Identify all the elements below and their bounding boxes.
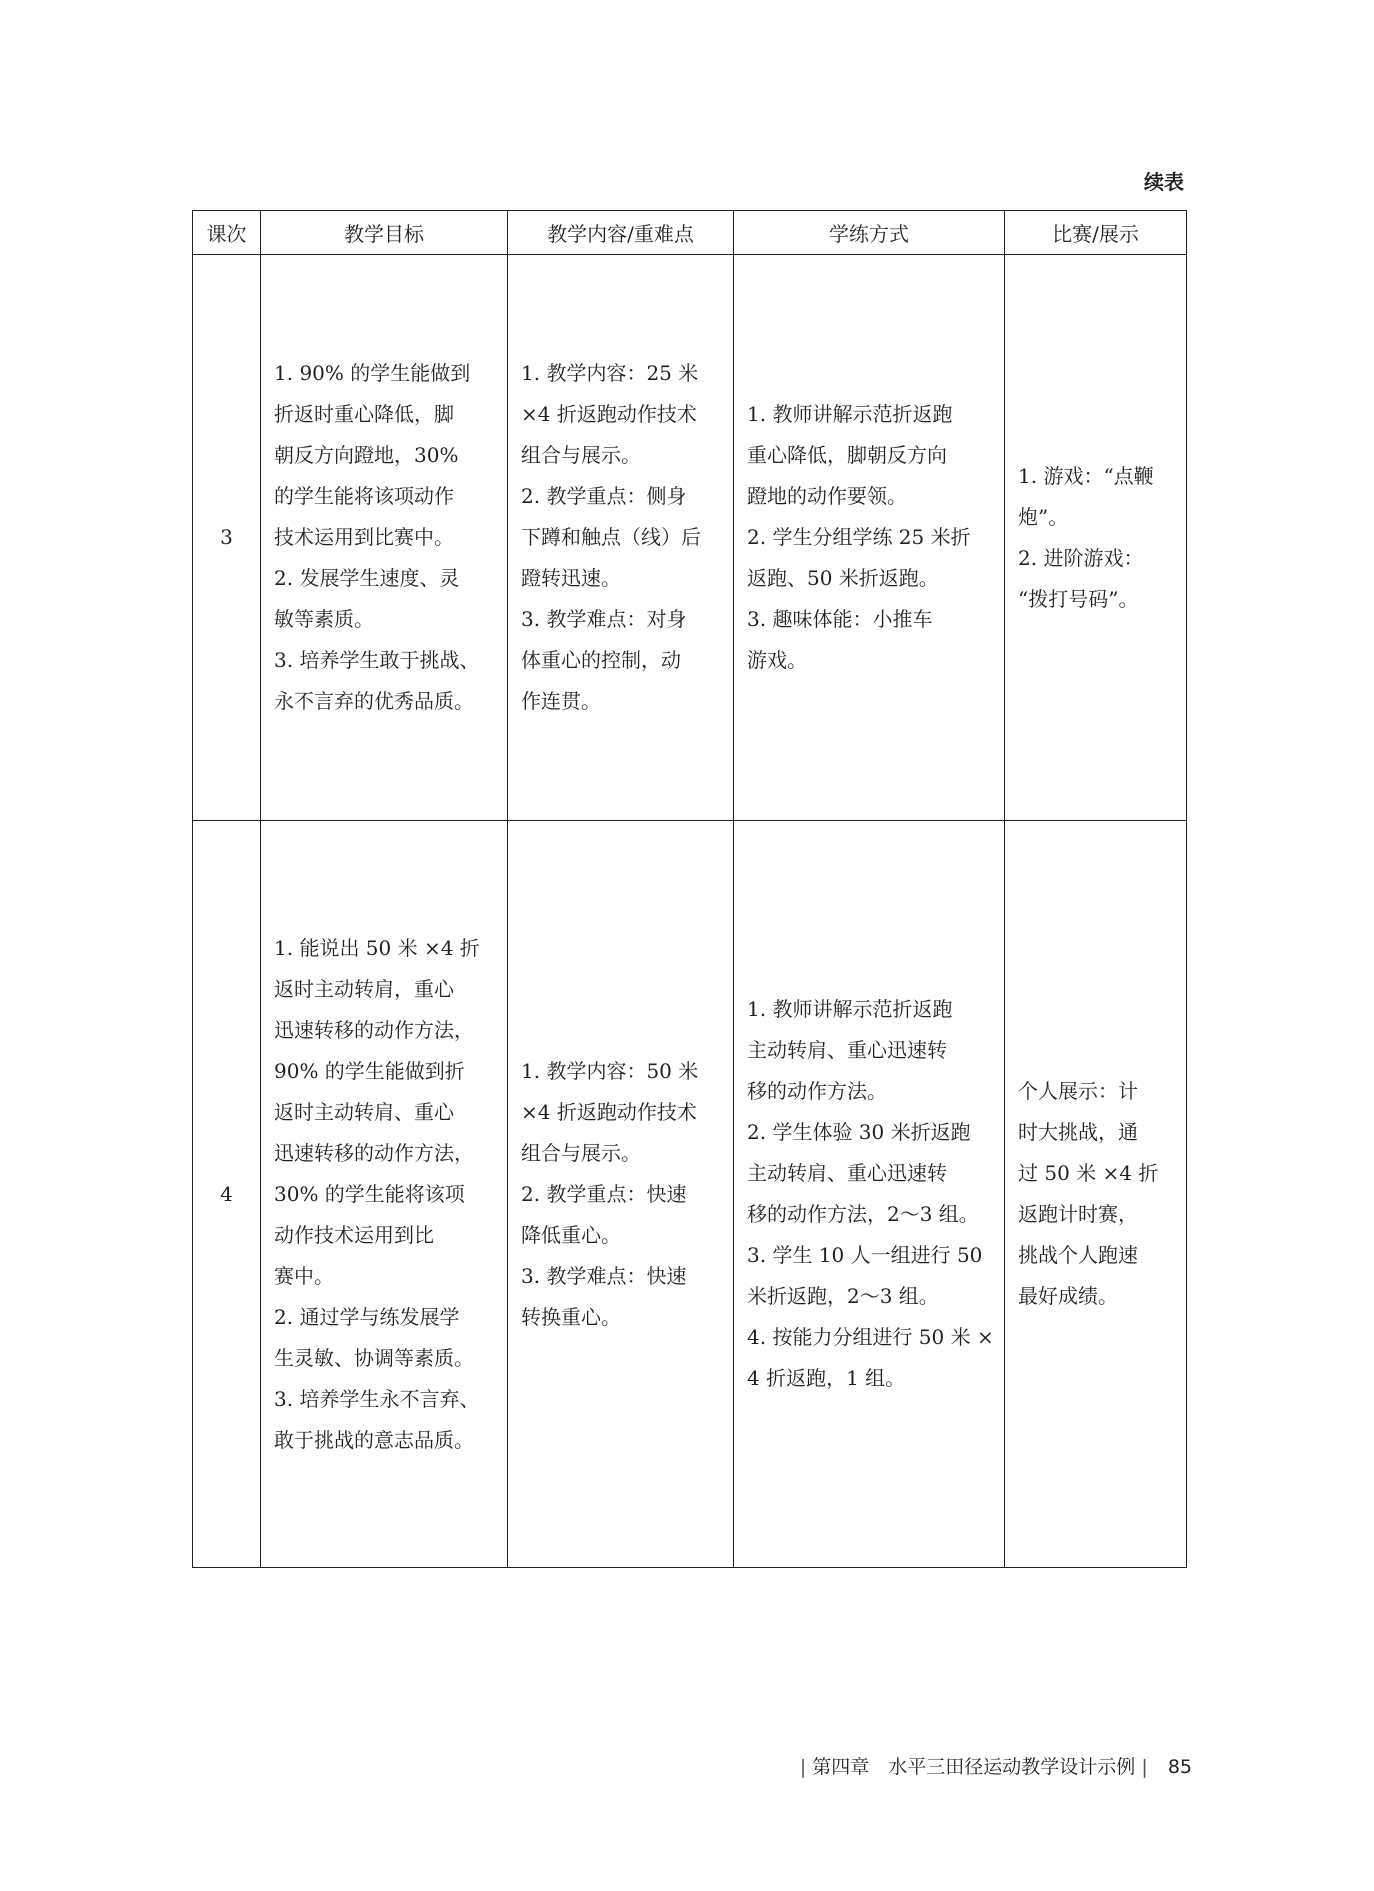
objectives-cell — [261, 255, 508, 821]
continued-table-label: 续表 — [1144, 170, 1184, 194]
header-objectives: 教学目标 — [261, 211, 508, 255]
methods-line: 4. 按能力分组进行 50 米 × — [747, 1325, 994, 1349]
methods-line: 游戏。 — [747, 648, 807, 672]
objectives-line: 迅速转移的动作方法， — [274, 1017, 474, 1042]
content-line: 2. 教学重点：快速 — [521, 1181, 687, 1206]
table-header-row — [193, 211, 1187, 255]
objectives-line: 返时主动转肩，重心 — [274, 976, 454, 1001]
content-cell — [508, 255, 734, 821]
methods-line: 主动转肩、重心迅速转 — [747, 1161, 947, 1185]
content-line: 体重心的控制，动 — [521, 648, 681, 672]
footer-chapter-title: 第四章 水平三田径运动教学设计示例 — [812, 1756, 1136, 1778]
methods-line: 2. 学生体验 30 米折返跑 — [747, 1120, 971, 1144]
competition-cell — [1005, 255, 1187, 821]
methods-line: 蹬地的动作要领。 — [747, 484, 907, 508]
content-line: ×4 折返跑动作技术 — [521, 1099, 697, 1124]
objectives-line: 1. 能说出 50 米 ×4 折 — [274, 935, 480, 960]
objectives-line: 30% 的学生能将该项 — [274, 1181, 465, 1206]
methods-line: 2. 学生分组学练 25 米折 — [747, 525, 971, 549]
header-methods: 学练方式 — [734, 211, 1005, 255]
competition-line: 炮”。 — [1018, 504, 1069, 529]
content-line: 下蹲和触点（线）后 — [521, 525, 701, 549]
objectives-line: 动作技术运用到比 — [274, 1222, 434, 1247]
objectives-line: 技术运用到比赛中。 — [274, 525, 454, 549]
header-content: 教学内容/重难点 — [508, 211, 734, 255]
objectives-line: 生灵敏、协调等素质。 — [274, 1345, 474, 1370]
objectives-line: 2. 发展学生速度、灵 — [274, 566, 460, 590]
content-line: 1. 教学内容：50 米 — [521, 1058, 699, 1083]
competition-line: 时大挑战，通 — [1018, 1120, 1138, 1144]
objectives-line: 迅速转移的动作方法， — [274, 1140, 474, 1165]
page-number: 85 — [1167, 1756, 1192, 1778]
competition-line: 最好成绩。 — [1018, 1284, 1118, 1308]
competition-line: 返跑计时赛， — [1018, 1202, 1138, 1226]
methods-cell — [734, 255, 1005, 821]
content-line: 组合与展示。 — [521, 1140, 641, 1165]
content-line: 转换重心。 — [521, 1304, 621, 1329]
content-line: 降低重心。 — [521, 1222, 621, 1247]
methods-line: 1. 教师讲解示范折返跑 — [747, 402, 953, 426]
content-line: 1. 教学内容：25 米 — [521, 361, 699, 385]
methods-line: 移的动作方法，2～3 组。 — [747, 1202, 979, 1226]
objectives-line: 90% 的学生能做到折 — [274, 1058, 465, 1083]
methods-line: 主动转肩、重心迅速转 — [747, 1038, 947, 1062]
content-cell — [508, 821, 734, 1568]
methods-line: 米折返跑，2～3 组。 — [747, 1284, 939, 1308]
competition-line: “拨打号码”。 — [1018, 586, 1139, 611]
table-row — [193, 821, 1187, 1568]
objectives-line: 1. 90% 的学生能做到 — [274, 361, 471, 385]
methods-line: 移的动作方法。 — [747, 1079, 887, 1103]
objectives-line: 2. 通过学与练发展学 — [274, 1304, 460, 1329]
table-row — [193, 255, 1187, 821]
objectives-line: 永不言弃的优秀品质。 — [274, 689, 474, 713]
objectives-line: 敢于挑战的意志品质。 — [274, 1427, 474, 1452]
methods-line: 返跑、50 米折返跑。 — [747, 566, 939, 590]
page-footer — [700, 1752, 1192, 1779]
methods-line: 3. 趣味体能：小推车 — [747, 607, 933, 631]
objectives-cell — [261, 821, 508, 1568]
methods-line: 重心降低，脚朝反方向 — [747, 443, 947, 467]
methods-line: 1. 教师讲解示范折返跑 — [747, 997, 953, 1021]
footer-separator: | — [1141, 1756, 1148, 1778]
objectives-line: 赛中。 — [274, 1263, 334, 1288]
content-line: 2. 教学重点：侧身 — [521, 484, 687, 508]
competition-line: 1. 游戏：“点鞭 — [1018, 463, 1154, 488]
objectives-line: 的学生能将该项动作 — [274, 484, 454, 508]
content-line: 作连贯。 — [521, 689, 601, 713]
content-line: 组合与展示。 — [521, 443, 641, 467]
lesson-number-cell: 4 — [193, 821, 261, 1568]
methods-line: 4 折返跑，1 组。 — [747, 1366, 906, 1390]
competition-line: 挑战个人跑速 — [1018, 1243, 1138, 1267]
objectives-line: 敏等素质。 — [274, 607, 374, 631]
content-line: 蹬转迅速。 — [521, 566, 621, 590]
competition-line: 2. 进阶游戏： — [1018, 545, 1144, 570]
lesson-plan-table — [192, 210, 1187, 1568]
footer-separator: | — [799, 1756, 807, 1778]
header-lesson: 课次 — [193, 211, 261, 255]
competition-cell — [1005, 821, 1187, 1568]
content-line: 3. 教学难点：快速 — [521, 1263, 687, 1288]
content-line: 3. 教学难点：对身 — [521, 607, 687, 631]
objectives-line: 3. 培养学生敢于挑战、 — [274, 648, 480, 672]
competition-line: 个人展示：计 — [1018, 1079, 1138, 1103]
objectives-line: 3. 培养学生永不言弃、 — [274, 1386, 480, 1411]
objectives-line: 返时主动转肩、重心 — [274, 1099, 454, 1124]
competition-line: 过 50 米 ×4 折 — [1018, 1161, 1159, 1185]
header-competition: 比赛/展示 — [1005, 211, 1187, 255]
content-line: ×4 折返跑动作技术 — [521, 402, 697, 426]
methods-cell — [734, 821, 1005, 1568]
lesson-number-cell: 3 — [193, 255, 261, 821]
methods-line: 3. 学生 10 人一组进行 50 — [747, 1243, 983, 1267]
objectives-line: 折返时重心降低，脚 — [274, 402, 454, 426]
objectives-line: 朝反方向蹬地，30% — [274, 443, 459, 467]
